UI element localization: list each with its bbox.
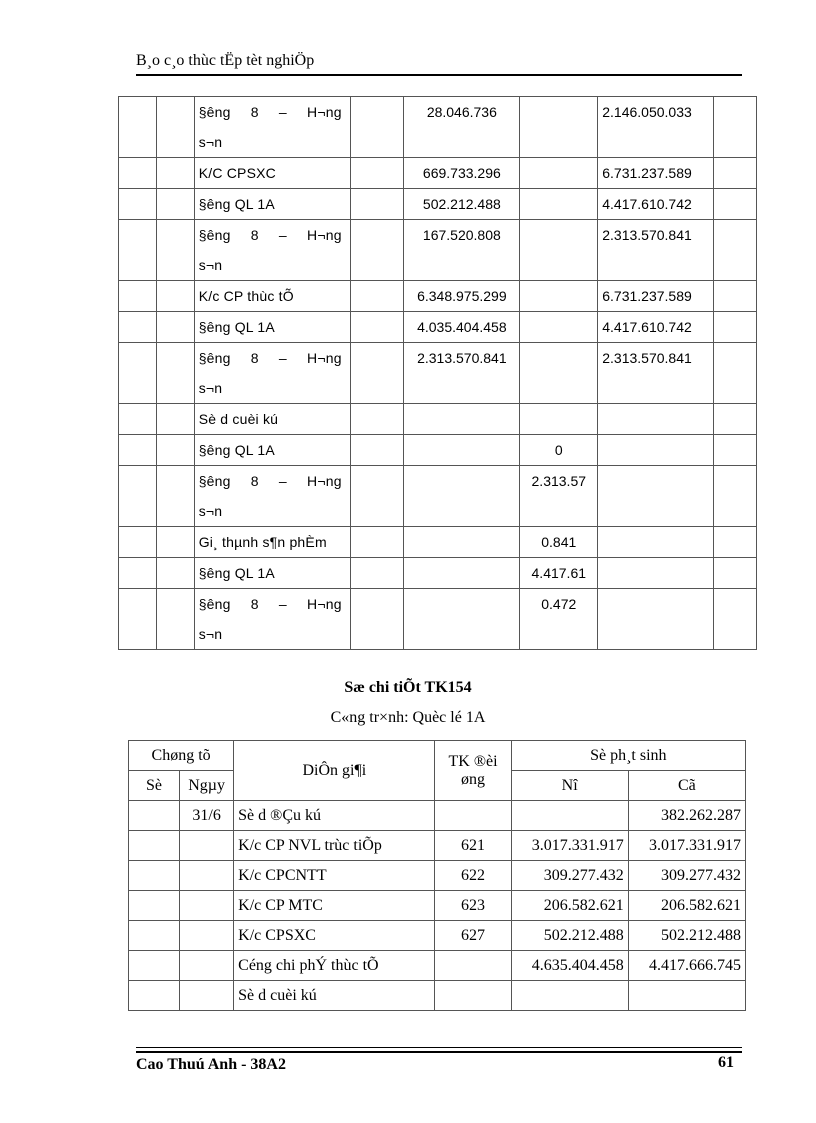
description-line2: s¬n xyxy=(198,503,223,519)
cell-blank-4 xyxy=(714,97,757,158)
cell-description: Sè d cuèi kú xyxy=(194,404,350,435)
cell-debit-amount: 4.035.404.458 xyxy=(404,312,520,343)
cell-mid-amount: 4.417.61 xyxy=(520,558,598,589)
cell-credit-amount xyxy=(598,466,714,527)
description-word: H¬ng xyxy=(307,473,342,489)
cell-blank-2 xyxy=(156,312,194,343)
cell-description: Sè d cuèi kú xyxy=(234,981,435,1011)
description-line2: s¬n xyxy=(198,380,223,396)
description-word: 8 xyxy=(250,596,259,612)
project-subtitle: C«ng tr×nh: Quèc lé 1A xyxy=(330,709,486,726)
cell-description: K/c CPSXC xyxy=(234,921,435,951)
cell-blank-4 xyxy=(714,527,757,558)
ledger-title: Sæ chi tiÕt TK154 xyxy=(344,679,472,696)
ledger-table-continued xyxy=(118,96,757,650)
detail-ledger-tk154 xyxy=(128,740,746,1011)
cell-description: K/c CP MTC xyxy=(234,891,435,921)
description-word: – xyxy=(278,227,287,243)
table-row xyxy=(129,981,746,1011)
cell-debit-amount xyxy=(404,404,520,435)
cell-debit-amount: 669.733.296 xyxy=(404,158,520,189)
table-row xyxy=(119,404,757,435)
cell-blank-1 xyxy=(119,220,157,281)
cell-date: 31/6 xyxy=(180,801,234,831)
footer-rule-thick xyxy=(136,1051,742,1053)
header-description: DiÔn gi¶i xyxy=(234,741,435,801)
cell-blank-2 xyxy=(156,281,194,312)
table-row xyxy=(129,921,746,951)
cell-blank-4 xyxy=(714,343,757,404)
cell-number xyxy=(129,921,180,951)
cell-blank-4 xyxy=(714,466,757,527)
cell-description: K/c CP thùc tÕ xyxy=(194,281,350,312)
description-word: 8 xyxy=(250,350,259,366)
cell-counter-account xyxy=(435,951,511,981)
description-word: §êng xyxy=(198,227,231,243)
cell-blank-3 xyxy=(350,404,404,435)
cell-credit: 382.262.287 xyxy=(628,801,745,831)
cell-credit-amount xyxy=(598,404,714,435)
cell-blank-1 xyxy=(119,404,157,435)
description-line2: s¬n xyxy=(198,626,223,642)
cell-blank-2 xyxy=(156,527,194,558)
description-word: – xyxy=(278,104,287,120)
cell-mid-amount: 0.841 xyxy=(520,527,598,558)
header-arising: Sè ph¸t sinh xyxy=(511,741,745,771)
cell-blank-3 xyxy=(350,312,404,343)
cell-description: Gi¸ thµnh s¶n phÈm xyxy=(194,527,350,558)
cell-blank-1 xyxy=(119,189,157,220)
cell-description: §êng QL 1A xyxy=(194,312,350,343)
cell-debit xyxy=(511,801,628,831)
cell-description xyxy=(194,466,350,527)
cell-mid-amount xyxy=(520,97,598,158)
cell-description: Céng chi phÝ thùc tÕ xyxy=(234,951,435,981)
table-row xyxy=(119,435,757,466)
cell-date xyxy=(180,861,234,891)
cell-blank-1 xyxy=(119,281,157,312)
cell-blank-3 xyxy=(350,558,404,589)
cell-counter-account: 623 xyxy=(435,891,511,921)
description-word: H¬ng xyxy=(307,596,342,612)
cell-date xyxy=(180,891,234,921)
header-date: Ngµy xyxy=(180,771,234,801)
description-line2: s¬n xyxy=(198,134,223,150)
cell-credit-amount: 2.146.050.033 xyxy=(598,97,714,158)
cell-description xyxy=(194,343,350,404)
description-line2: s¬n xyxy=(198,257,223,273)
cell-blank-2 xyxy=(156,220,194,281)
cell-debit-amount xyxy=(404,466,520,527)
cell-credit: 4.417.666.745 xyxy=(628,951,745,981)
description-line1 xyxy=(199,466,342,496)
table-row xyxy=(129,861,746,891)
cell-blank-4 xyxy=(714,435,757,466)
cell-blank-2 xyxy=(156,589,194,650)
cell-blank-2 xyxy=(156,435,194,466)
header-number: Sè xyxy=(129,771,180,801)
cell-credit: 206.582.621 xyxy=(628,891,745,921)
table-row xyxy=(129,801,746,831)
cell-date xyxy=(180,831,234,861)
cell-description xyxy=(194,97,350,158)
cell-debit: 3.017.331.917 xyxy=(511,831,628,861)
cell-debit-amount: 502.212.488 xyxy=(404,189,520,220)
cell-blank-2 xyxy=(156,97,194,158)
description-word: §êng xyxy=(198,104,231,120)
cell-credit-amount: 4.417.610.742 xyxy=(598,312,714,343)
cell-description: Sè d ®Çu kú xyxy=(234,801,435,831)
cell-blank-2 xyxy=(156,343,194,404)
cell-credit-amount: 4.417.610.742 xyxy=(598,189,714,220)
cell-counter-account: 621 xyxy=(435,831,511,861)
cell-debit-amount: 2.313.570.841 xyxy=(404,343,520,404)
cell-debit-amount: 167.520.808 xyxy=(404,220,520,281)
description-word: 8 xyxy=(250,227,259,243)
table-row xyxy=(119,343,757,404)
cell-description: K/c CP NVL trùc tiÕp xyxy=(234,831,435,861)
cell-blank-1 xyxy=(119,466,157,527)
cell-mid-amount: 2.313.57 xyxy=(520,466,598,527)
cell-number xyxy=(129,981,180,1011)
description-line1 xyxy=(199,589,342,619)
description-line1 xyxy=(199,220,342,250)
cell-mid-amount xyxy=(520,189,598,220)
cell-blank-1 xyxy=(119,312,157,343)
cell-description xyxy=(194,220,350,281)
cell-date xyxy=(180,921,234,951)
cell-credit-amount xyxy=(598,527,714,558)
table-row xyxy=(119,189,757,220)
cell-debit-amount xyxy=(404,527,520,558)
description-word: §êng xyxy=(198,350,231,366)
cell-blank-1 xyxy=(119,558,157,589)
cell-credit: 502.212.488 xyxy=(628,921,745,951)
cell-description: K/C CPSXC xyxy=(194,158,350,189)
description-word: – xyxy=(278,596,287,612)
cell-credit xyxy=(628,981,745,1011)
cell-credit: 3.017.331.917 xyxy=(628,831,745,861)
table-row xyxy=(119,281,757,312)
cell-blank-1 xyxy=(119,435,157,466)
cell-blank-1 xyxy=(119,97,157,158)
cell-counter-account xyxy=(435,981,511,1011)
description-word: H¬ng xyxy=(307,350,342,366)
cell-debit-amount: 28.046.736 xyxy=(404,97,520,158)
description-line1 xyxy=(199,97,342,127)
cell-blank-4 xyxy=(714,220,757,281)
cell-counter-account: 627 xyxy=(435,921,511,951)
table-row xyxy=(129,891,746,921)
description-word: H¬ng xyxy=(307,104,342,120)
cell-credit-amount xyxy=(598,558,714,589)
cell-credit-amount xyxy=(598,435,714,466)
cell-blank-2 xyxy=(156,558,194,589)
cell-blank-2 xyxy=(156,466,194,527)
cell-debit: 4.635.404.458 xyxy=(511,951,628,981)
description-word: – xyxy=(278,350,287,366)
description-word: 8 xyxy=(250,104,259,120)
cell-blank-4 xyxy=(714,404,757,435)
report-header xyxy=(136,50,742,76)
cell-blank-1 xyxy=(119,343,157,404)
footer-author: Cao Thuú Anh - 38A2 xyxy=(136,1056,286,1073)
header-account-line1: TK ®èi xyxy=(448,752,498,770)
cell-description: K/c CPCNTT xyxy=(234,861,435,891)
cell-number xyxy=(129,831,180,861)
cell-blank-4 xyxy=(714,189,757,220)
cell-mid-amount xyxy=(520,404,598,435)
cell-debit: 309.277.432 xyxy=(511,861,628,891)
cell-blank-4 xyxy=(714,158,757,189)
cell-mid-amount: 0 xyxy=(520,435,598,466)
cell-credit-amount: 2.313.570.841 xyxy=(598,220,714,281)
table-row xyxy=(119,466,757,527)
cell-mid-amount xyxy=(520,220,598,281)
description-word: 8 xyxy=(250,473,259,489)
cell-blank-3 xyxy=(350,435,404,466)
header-debit: Nî xyxy=(511,771,628,801)
cell-debit: 206.582.621 xyxy=(511,891,628,921)
description-word: H¬ng xyxy=(307,227,342,243)
cell-number xyxy=(129,801,180,831)
cell-blank-3 xyxy=(350,158,404,189)
header-counter-account xyxy=(435,741,511,801)
cell-description: §êng QL 1A xyxy=(194,189,350,220)
cell-mid-amount xyxy=(520,343,598,404)
table-row xyxy=(119,527,757,558)
footer-rule-thin xyxy=(136,1047,742,1048)
table-row xyxy=(119,158,757,189)
cell-credit-amount xyxy=(598,589,714,650)
cell-blank-1 xyxy=(119,589,157,650)
cell-description: §êng QL 1A xyxy=(194,558,350,589)
cell-debit-amount xyxy=(404,558,520,589)
cell-blank-3 xyxy=(350,343,404,404)
cell-debit-amount xyxy=(404,435,520,466)
page-number: 61 xyxy=(718,1054,734,1071)
cell-mid-amount: 0.472 xyxy=(520,589,598,650)
cell-credit: 309.277.432 xyxy=(628,861,745,891)
table-row xyxy=(119,589,757,650)
description-word: §êng xyxy=(198,596,231,612)
cell-description: §êng QL 1A xyxy=(194,435,350,466)
cell-date xyxy=(180,951,234,981)
cell-blank-2 xyxy=(156,404,194,435)
cell-number xyxy=(129,891,180,921)
cell-debit: 502.212.488 xyxy=(511,921,628,951)
cell-blank-2 xyxy=(156,189,194,220)
cell-credit-amount: 6.731.237.589 xyxy=(598,158,714,189)
cell-number xyxy=(129,951,180,981)
cell-blank-3 xyxy=(350,189,404,220)
table-row xyxy=(129,951,746,981)
cell-date xyxy=(180,981,234,1011)
cell-blank-1 xyxy=(119,158,157,189)
cell-description xyxy=(194,589,350,650)
cell-blank-4 xyxy=(714,589,757,650)
header-voucher: Chøng tõ xyxy=(129,741,234,771)
cell-number xyxy=(129,861,180,891)
table-row xyxy=(119,220,757,281)
cell-credit-amount: 6.731.237.589 xyxy=(598,281,714,312)
cell-blank-3 xyxy=(350,527,404,558)
cell-blank-3 xyxy=(350,589,404,650)
table-row xyxy=(119,558,757,589)
cell-mid-amount xyxy=(520,281,598,312)
cell-blank-3 xyxy=(350,220,404,281)
description-word: – xyxy=(278,473,287,489)
description-word: §êng xyxy=(198,473,231,489)
cell-mid-amount xyxy=(520,312,598,343)
cell-blank-3 xyxy=(350,281,404,312)
cell-debit-amount: 6.348.975.299 xyxy=(404,281,520,312)
header-credit: Cã xyxy=(628,771,745,801)
cell-counter-account: 622 xyxy=(435,861,511,891)
cell-debit-amount xyxy=(404,589,520,650)
cell-blank-3 xyxy=(350,466,404,527)
cell-credit-amount: 2.313.570.841 xyxy=(598,343,714,404)
table-row xyxy=(119,97,757,158)
cell-blank-4 xyxy=(714,312,757,343)
table-row xyxy=(129,831,746,861)
cell-blank-4 xyxy=(714,281,757,312)
cell-blank-1 xyxy=(119,527,157,558)
cell-blank-3 xyxy=(350,97,404,158)
cell-mid-amount xyxy=(520,158,598,189)
header-account-line2: øng xyxy=(461,770,486,788)
cell-blank-2 xyxy=(156,158,194,189)
cell-blank-4 xyxy=(714,558,757,589)
cell-debit xyxy=(511,981,628,1011)
description-line1 xyxy=(199,343,342,373)
table-row xyxy=(119,312,757,343)
header-title: B¸o c¸o thùc tËp tèt nghiÖp xyxy=(136,52,315,69)
cell-counter-account xyxy=(435,801,511,831)
